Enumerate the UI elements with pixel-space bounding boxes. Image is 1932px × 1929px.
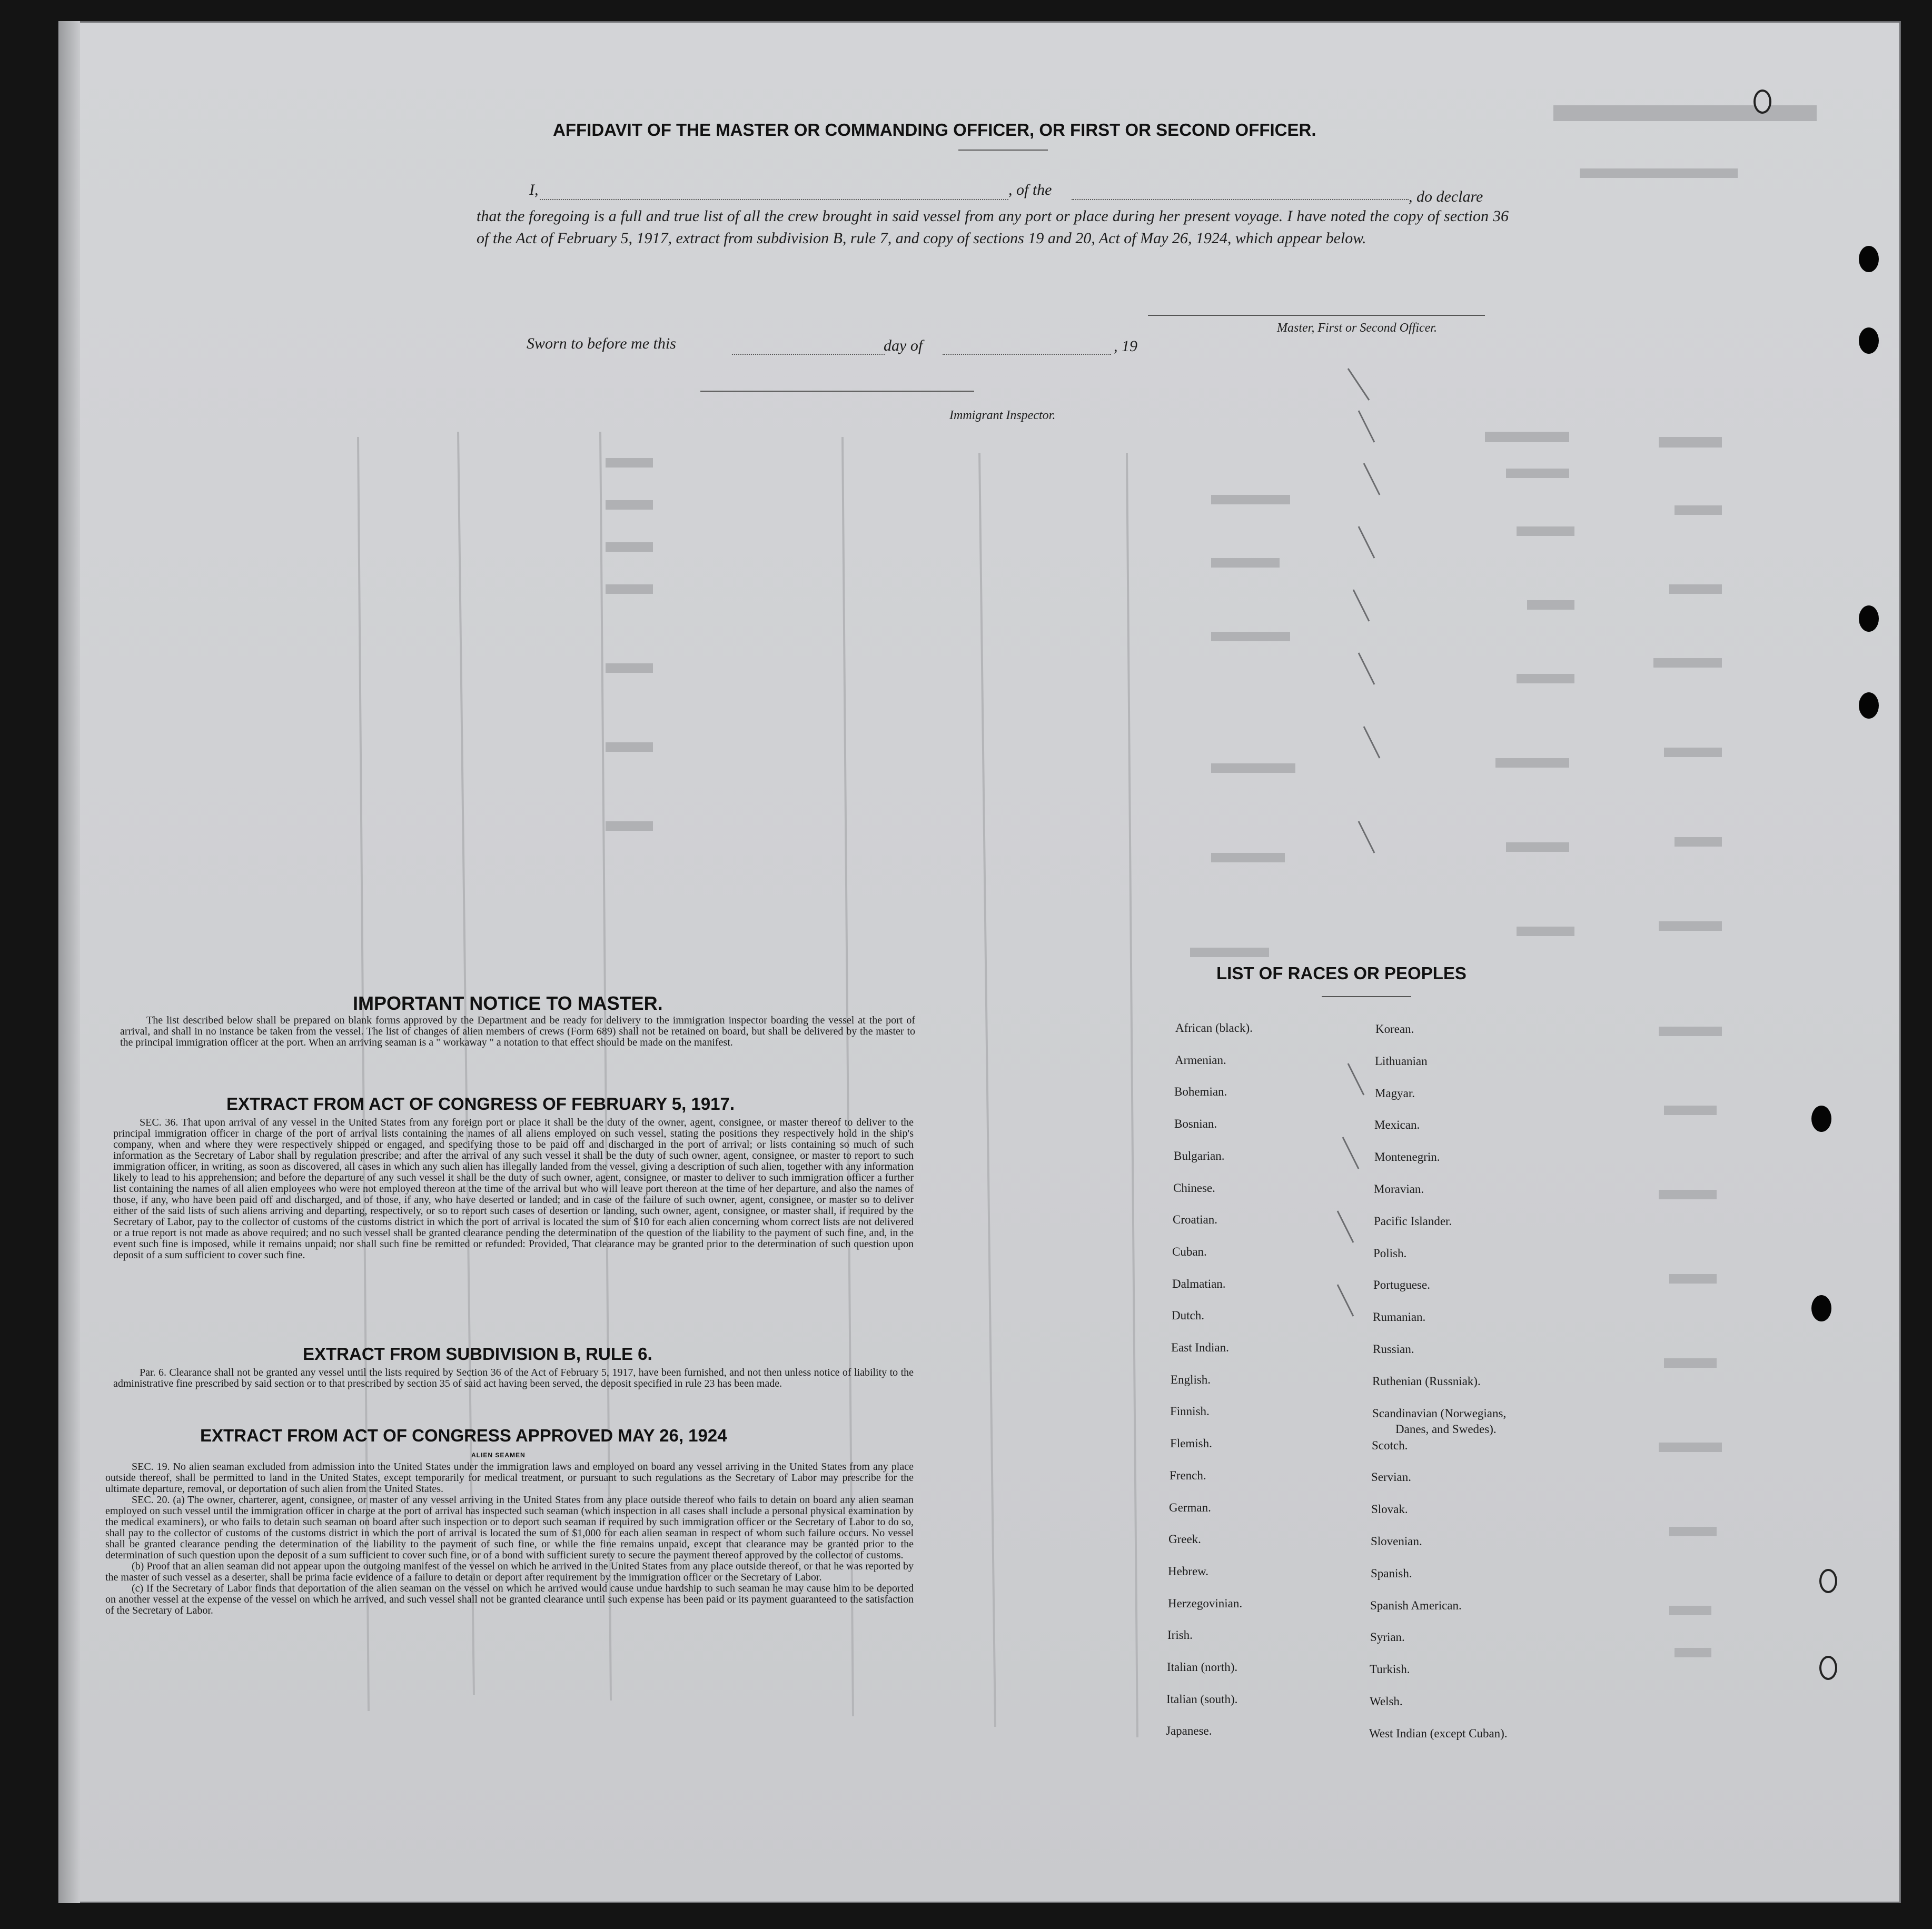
race-item: Turkish. bbox=[1370, 1663, 1410, 1676]
race-item: Dutch. bbox=[1172, 1309, 1204, 1323]
race-item: English. bbox=[1171, 1373, 1211, 1386]
race-item: Magyar. bbox=[1375, 1086, 1415, 1100]
race-item: African (black). bbox=[1175, 1021, 1253, 1035]
race-item: German. bbox=[1169, 1500, 1211, 1514]
race-item: Portuguese. bbox=[1373, 1278, 1430, 1292]
inspector-caption: Immigrant Inspector. bbox=[949, 409, 1056, 422]
punch-hole-3 bbox=[1859, 605, 1879, 632]
sec20b-text: (b) Proof that an alien seaman did not appear upon the outgoing manifest of the vessel on which he arrived in the United States from any place outside thereof, or that he was reported by the master of such vessel as a deserter, shall be prima facie evidence of a failure to detain or deport after requirement by the immigration officer or the Secretary of Labor. bbox=[105, 1560, 914, 1583]
title-underline bbox=[958, 150, 1048, 151]
punch-hole-6 bbox=[1811, 1295, 1831, 1321]
races-title-underline bbox=[1322, 996, 1411, 997]
sworn-month-field[interactable] bbox=[943, 354, 1111, 355]
punch-ring-1 bbox=[1753, 90, 1771, 114]
declarant-label: I, bbox=[529, 181, 539, 198]
races-title: LIST OF RACES OR PEOPLES bbox=[1216, 963, 1467, 983]
race-item: Slovenian. bbox=[1371, 1535, 1422, 1548]
vessel-name-field[interactable] bbox=[1072, 199, 1409, 200]
race-item: Polish. bbox=[1373, 1246, 1407, 1260]
race-item: Bohemian. bbox=[1174, 1085, 1227, 1099]
notice-text: The list described below shall be prepared on blank forms approved by the Department and be ready for delivery to the immigration inspector boarding the vessel at the port of arrival, and shall in no instance be taken from the vessel. The list of changes of alien members of crews (Form 689) shall not be retained on board, but shall be delivered by the master to the principal immigration officer at the port. When an arriving seaman is a " workaway " a notation to that effect should be made on the manifest. bbox=[120, 1015, 915, 1048]
day-of-label: day of bbox=[884, 337, 923, 354]
vessel-label: , of the bbox=[1008, 181, 1052, 198]
race-item: Welsh. bbox=[1370, 1695, 1403, 1708]
race-item: Korean. bbox=[1375, 1022, 1414, 1036]
race-item: Moravian. bbox=[1374, 1182, 1424, 1196]
declare-label: , do declare bbox=[1409, 188, 1483, 205]
affidavit-title: AFFIDAVIT OF THE MASTER OR COMMANDING OFFICER, OR FIRST OR SECOND OFFICER. bbox=[553, 120, 1316, 140]
race-item: Greek. bbox=[1168, 1533, 1201, 1546]
race-item: Irish. bbox=[1167, 1628, 1193, 1642]
race-item: Finnish. bbox=[1170, 1405, 1210, 1418]
punch-ring-3 bbox=[1819, 1656, 1837, 1680]
race-item: Spanish. bbox=[1371, 1566, 1412, 1580]
race-item: Bosnian. bbox=[1174, 1117, 1217, 1131]
race-item: Scandinavian (Norwegians, bbox=[1372, 1406, 1507, 1420]
sec20c-text: (c) If the Secretary of Labor finds that deportation of the alien seaman on the vessel on which he arrived would cause undue hardship to such seaman he may cause him to be deported on another vessel at the expense of the vessel on which he arrived, and such vessel shall not be granted clearance until such expense has been paid or its payment guaranteed to the satisfaction of the Secretary of Labor. bbox=[105, 1583, 914, 1616]
extract-1917-body bbox=[113, 1117, 914, 1261]
declarant-name-field[interactable] bbox=[540, 199, 1008, 200]
race-item: Montenegrin. bbox=[1374, 1150, 1440, 1164]
race-item: Armenian. bbox=[1175, 1053, 1226, 1067]
race-item: Russian. bbox=[1373, 1343, 1414, 1356]
master-signature-line[interactable] bbox=[1148, 315, 1485, 316]
sec20a-text: SEC. 20. (a) The owner, charterer, agent, consignee, or master of any vessel arriving in the United States from any place outside thereof who fails to detain on board any alien seaman employed on such vessel until the immigration officer in charge at the port of arrival has inspected such seaman (which inspection in all cases shall include a personal physical examination by the medical examiners), or who fails to detain such seaman on board after such inspection or to deport such seaman if required by such immigration officer or the Secretary of Labor to do so, shall pay to the collector of customs of the customs district in which the port of arrival is located the sum of $1,000 for each alien seaman in respect of whom such failure occurs. No vessel shall be granted clearance pending the determination of the liability to the payment of such fine, or while the fine remains unpaid, except that clearance may be granted prior to the determination of such question upon the deposit of a sum sufficient to cover such fine, or of a bond with sufficient surety to secure the payment thereof approved by the collector of customs. bbox=[105, 1494, 914, 1561]
race-item: Rumanian. bbox=[1373, 1310, 1426, 1324]
race-item: Croatian. bbox=[1173, 1213, 1217, 1227]
extract-rule6-body bbox=[113, 1367, 914, 1389]
race-item: Hebrew. bbox=[1168, 1564, 1209, 1578]
extract-1917-text: SEC. 36. That upon arrival of any vessel in the United States from any foreign port or place it shall be the duty of the owner, agent, consignee, or master thereof to deliver to the principal immigration officer in charge of the port of arrival lists containing the names of all aliens employed on such vessel, stating the positions they respectively hold in the ship's company, when and where they were respectively shipped or engaged, and specifying those to be paid off and discharged in the port of arrival; or lists containing so much of such information as the Secretary of Labor shall by regulation prescribe; and after the arrival of any such vessel it shall be the duty of such owner, agent, consignee, or master to report to such immigration officer, in writing, as soon as discovered, all cases in which any such alien has illegally landed from the vessel, giving a description of such alien, together with any information likely to lead to his apprehension; and before the departure of any such vessel it shall be the duty of such owner, agent, consignee, or master to deliver to such immigration officer a further list containing the names of all alien employees who were not employed thereon at the time of the arrival but who will leave port thereon at the time of her departure, and also the names of those, if any, who have been paid off and discharged, and of those, if any, who have deserted or landed; and in case of the failure of such owner, agent, consignee, or master so to deliver either of the said lists of such aliens arriving and departing, respectively, or so to report such cases of desertion or landing, such owner, agent, consignee, or master shall, if required by the Secretary of Labor, pay to the collector of customs of the customs district in which the port of arrival is located the sum of $10 for each alien concerning whom correct lists are not delivered or a true report is not made as above required; and no such vessel shall be granted clearance pending the determination of the question of the liability to the payment of such fine, and, in the event such fine is imposed, while it remains unpaid; nor shall such fine be remitted or refunded: Provided, That clearance may be granted prior to the determination of such question upon deposit of a sum sufficient to cover such fine. bbox=[113, 1117, 914, 1261]
race-item: Ruthenian (Russniak). bbox=[1372, 1374, 1481, 1388]
extract-1924-subtitle: ALIEN SEAMEN bbox=[471, 1451, 526, 1459]
race-item: Syrian. bbox=[1370, 1630, 1405, 1644]
race-item: Mexican. bbox=[1374, 1118, 1420, 1132]
race-item: West Indian (except Cuban). bbox=[1369, 1726, 1508, 1740]
race-item: Slovak. bbox=[1371, 1503, 1408, 1516]
race-item: Pacific Islander. bbox=[1374, 1214, 1452, 1228]
notice-title: IMPORTANT NOTICE TO MASTER. bbox=[353, 992, 663, 1014]
extract-1924-body bbox=[105, 1461, 914, 1616]
master-caption: Master, First or Second Officer. bbox=[1277, 321, 1437, 335]
extract-1917-title: EXTRACT FROM ACT OF CONGRESS OF FEBRUARY 5, 1917. bbox=[226, 1094, 735, 1113]
page-fold-shadow bbox=[59, 21, 80, 1903]
race-item: Lithuanian bbox=[1375, 1054, 1428, 1068]
race-item: Chinese. bbox=[1173, 1181, 1215, 1195]
extract-1924-title: EXTRACT FROM ACT OF CONGRESS APPROVED MAY 26, 1924 bbox=[200, 1426, 727, 1445]
race-item: Servian. bbox=[1371, 1470, 1412, 1484]
race-item: Flemish. bbox=[1170, 1437, 1212, 1450]
race-item: French. bbox=[1170, 1468, 1206, 1482]
affidavit-statement: that the foregoing is a full and true list of all the crew brought in said vessel from any port or place during her present voyage. I have noted the copy of section 36 of the Act of February 5, 1917, extract from subdivision B, rule 7, and copy of sections 19 and 20, Act of May 26, 1924, which appear below. bbox=[477, 207, 1509, 247]
race-item: Cuban. bbox=[1172, 1245, 1207, 1258]
race-item: Herzegovinian. bbox=[1168, 1596, 1243, 1610]
extract-rule6-title: EXTRACT FROM SUBDIVISION B, RULE 6. bbox=[303, 1344, 652, 1364]
sworn-label: Sworn to before me this bbox=[527, 335, 676, 352]
year-label: , 19 bbox=[1114, 337, 1137, 355]
sworn-day-field[interactable] bbox=[732, 354, 885, 355]
extract-rule6-text: Par. 6. Clearance shall not be granted any vessel until the lists required by Section 36 of the Act of February 5, 1917, have been furnished, and not then unless notice of liability to the administrative fine prescribed by said section or to that prescribed by section 35 of said act having been served, the deposit specified in rule 23 has been made. bbox=[113, 1367, 914, 1389]
manifest-page bbox=[58, 21, 1901, 1903]
race-item: Japanese. bbox=[1166, 1724, 1212, 1738]
race-item: Italian (north). bbox=[1167, 1660, 1238, 1674]
race-item: Dalmatian. bbox=[1172, 1277, 1226, 1290]
inspector-signature-line[interactable] bbox=[700, 391, 974, 392]
punch-hole-1 bbox=[1859, 246, 1879, 272]
race-item: Bulgarian. bbox=[1174, 1149, 1225, 1162]
punch-hole-5 bbox=[1811, 1106, 1831, 1132]
punch-hole-2 bbox=[1859, 327, 1879, 354]
punch-ring-2 bbox=[1819, 1569, 1837, 1593]
sec19-text: SEC. 19. No alien seaman excluded from admission into the United States under the immigration laws and employed on board any vessel arriving in the United States from any place outside thereof, shall be permitted to land in the United States, except temporarily for medical treatment, or pursuant to such regulations as the Secretary of Labor may prescribe for the ultimate departure, removal, or deportation of such alien from the United States. bbox=[105, 1461, 914, 1495]
notice-body bbox=[120, 1015, 915, 1048]
race-item: Danes, and Swedes). bbox=[1395, 1422, 1497, 1436]
race-item: Italian (south). bbox=[1166, 1692, 1238, 1706]
punch-hole-4 bbox=[1859, 692, 1879, 719]
race-item: Spanish American. bbox=[1370, 1598, 1462, 1612]
race-item: East Indian. bbox=[1171, 1341, 1229, 1354]
race-item: Scotch. bbox=[1372, 1438, 1408, 1452]
